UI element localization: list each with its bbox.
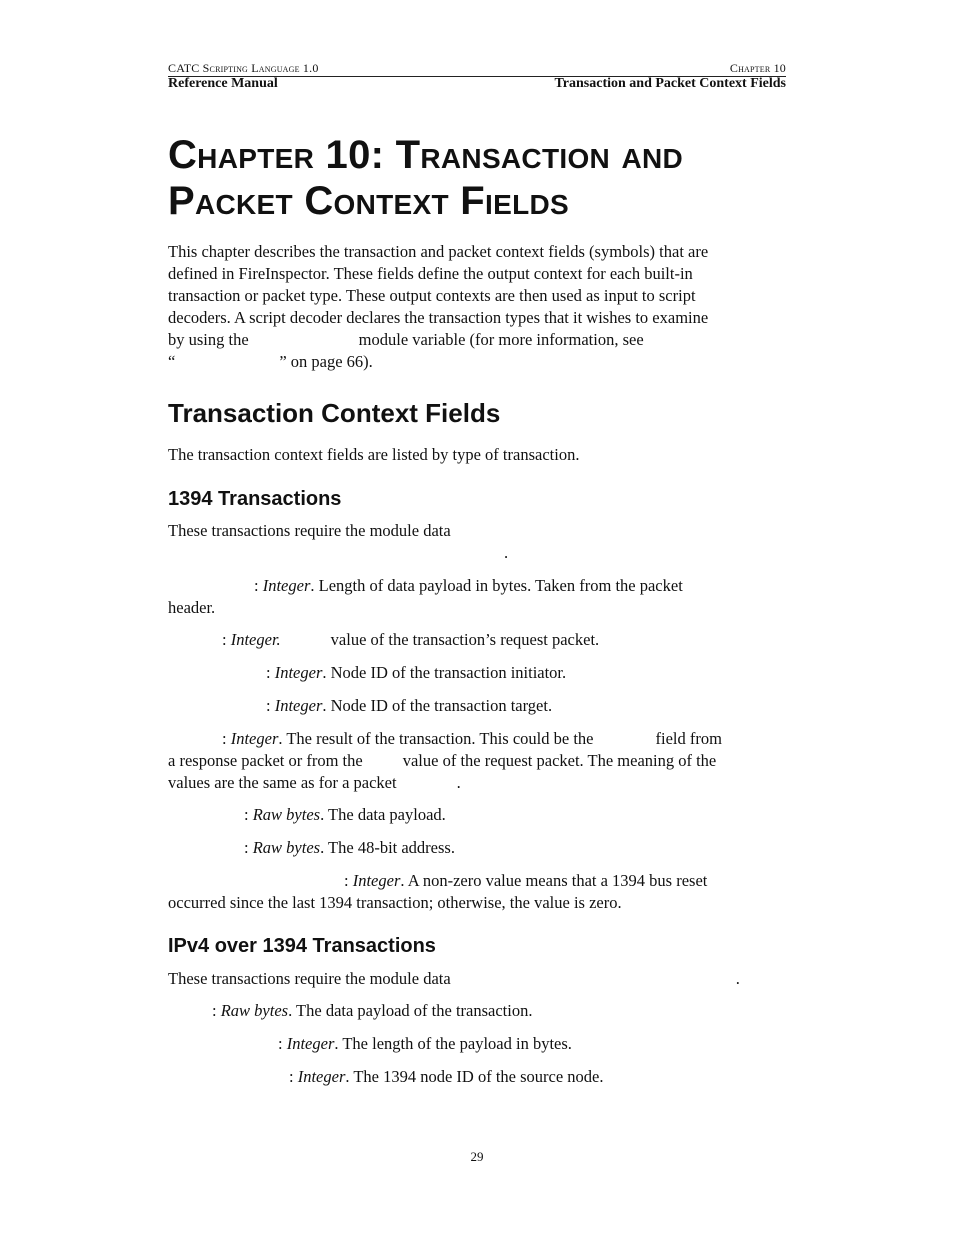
header-manual-name: Reference Manual: [168, 76, 278, 91]
field-entry: [168, 1066, 786, 1088]
field-entry: [168, 870, 786, 914]
field-entry: [168, 662, 786, 684]
field-desc: values are the same as for a packet: [168, 773, 397, 792]
field-desc: . The data payload.: [320, 805, 446, 824]
field-entry: [168, 804, 786, 826]
intro-line: This chapter describes the transaction and packet context fields (symbols) that are: [168, 242, 709, 261]
subsection-heading-ipv4: IPv4 over 1394 Transactions: [168, 935, 436, 957]
field-desc: field from: [655, 729, 722, 748]
field-type: Integer: [274, 663, 323, 682]
t1394-intro-text: These transactions require the module data: [168, 521, 451, 540]
field-type: Integer: [286, 1034, 335, 1053]
chapter-title: [168, 132, 808, 224]
field-entry: [168, 1000, 786, 1022]
header-chapter-number: Chapter 10: [729, 61, 786, 75]
field-type: Integer: [352, 871, 401, 890]
field-entry: [168, 695, 786, 717]
field-sep: :: [254, 576, 263, 595]
field-type: Integer: [274, 696, 323, 715]
ipv4-intro: [168, 968, 786, 990]
intro-line: by using the: [168, 330, 249, 349]
ipv4-intro-period: .: [735, 969, 740, 988]
field-type: Raw bytes: [252, 805, 321, 824]
field-sep: :: [278, 1034, 287, 1053]
field-desc: . The data payload of the transaction.: [288, 1001, 533, 1020]
field-sep: :: [266, 696, 275, 715]
field-type: Raw bytes: [252, 838, 321, 857]
field-desc: . Node ID of the transaction initiator.: [322, 663, 567, 682]
field-sep: :: [212, 1001, 221, 1020]
field-entry: [168, 629, 786, 651]
ipv4-intro-text: These transactions require the module data: [168, 969, 451, 988]
field-entry: [168, 575, 786, 619]
intro-line: “: [168, 352, 176, 371]
intro-paragraph: [168, 241, 786, 373]
intro-line: ” on page 66).: [279, 352, 373, 371]
field-sep: :: [222, 630, 231, 649]
field-sep: :: [344, 871, 353, 890]
field-type: Raw bytes: [220, 1001, 289, 1020]
field-entry: [168, 837, 786, 859]
t1394-intro-period: .: [504, 543, 509, 562]
field-type: Integer: [297, 1067, 346, 1086]
t1394-intro: [168, 520, 786, 564]
chapter-title-line2: Packet Context Fields: [168, 179, 569, 223]
field-desc: . The 48-bit address.: [320, 838, 455, 857]
field-sep: :: [244, 805, 253, 824]
field-desc: value of the request packet. The meaning of the: [402, 751, 717, 770]
field-sep: :: [289, 1067, 298, 1086]
field-desc: value of the transaction’s request packet.: [330, 630, 600, 649]
field-desc: . The result of the transaction. This could be the: [278, 729, 594, 748]
intro-line: defined in FireInspector. These fields define the output context for each built-in: [168, 264, 693, 283]
field-sep: :: [222, 729, 231, 748]
field-desc: . The 1394 node ID of the source node.: [345, 1067, 604, 1086]
chapter-title-line1: Chapter 10: Transaction and: [168, 133, 684, 177]
header-chapter-title: Transaction and Packet Context Fields: [554, 76, 786, 91]
header-doc-title: CATC Scripting Language 1.0: [168, 61, 319, 75]
field-desc: header.: [168, 598, 216, 617]
field-sep: :: [244, 838, 253, 857]
field-desc: . A non-zero value means that a 1394 bus reset: [400, 871, 708, 890]
section-heading: Transaction Context Fields: [168, 398, 501, 428]
field-desc: a response packet or from the: [168, 751, 363, 770]
section-intro: The transaction context fields are listed by type of transaction.: [168, 445, 580, 464]
intro-line: transaction or packet type. These output contexts are then used as input to script: [168, 286, 696, 305]
intro-line: module variable (for more information, see: [358, 330, 644, 349]
field-desc: . Length of data payload in bytes. Taken from the packet: [310, 576, 683, 595]
field-desc: . Node ID of the transaction target.: [322, 696, 553, 715]
field-sep: :: [266, 663, 275, 682]
field-entry: [168, 1033, 786, 1055]
field-type: Integer.: [230, 630, 281, 649]
page-number: 29: [470, 1149, 484, 1164]
field-type: Integer: [230, 729, 279, 748]
field-desc: occurred since the last 1394 transaction; otherwise, the value is zero.: [168, 893, 622, 912]
field-desc: . The length of the payload in bytes.: [334, 1034, 572, 1053]
field-desc: .: [456, 773, 461, 792]
intro-line: decoders. A script decoder declares the transaction types that it wishes to examine: [168, 308, 709, 327]
field-type: Integer: [262, 576, 311, 595]
subsection-heading-1394: 1394 Transactions: [168, 488, 342, 510]
field-entry: [168, 728, 786, 794]
